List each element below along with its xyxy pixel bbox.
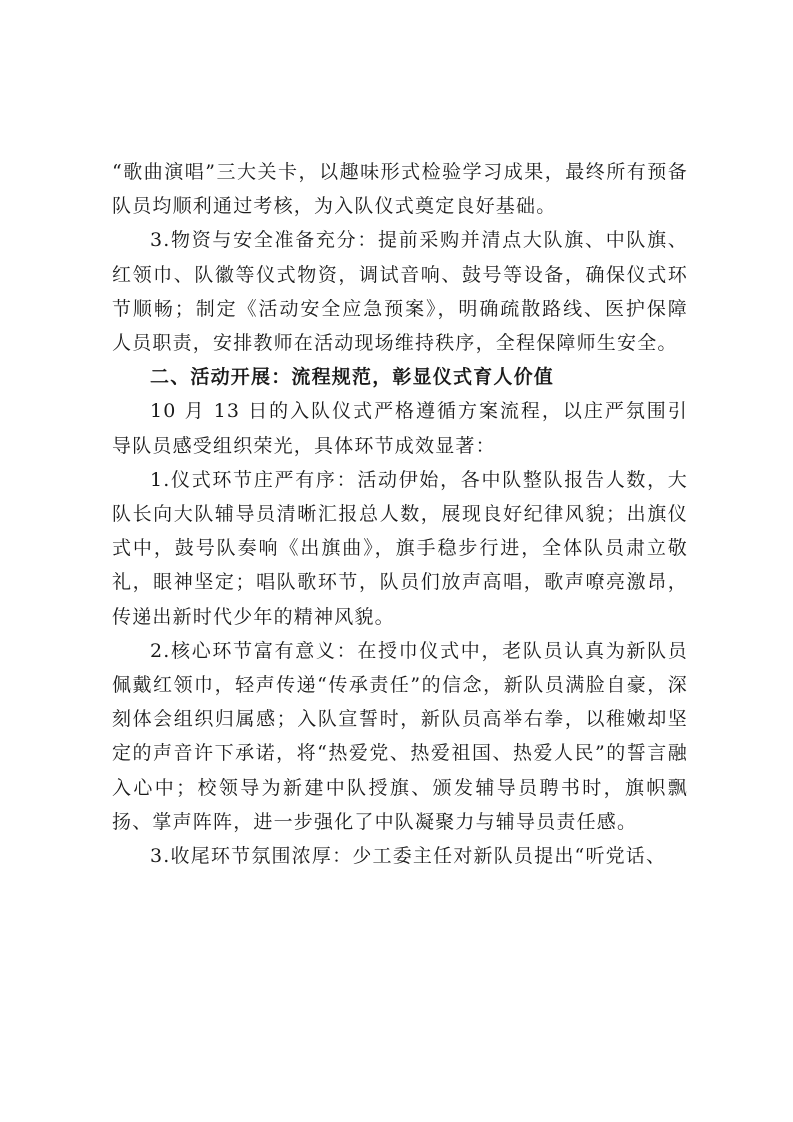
paragraph-continuation: “歌曲演唱”三大关卡，以趣味形式检验学习成果，最终所有预备队员均顺利通过考核，为入队仪式奠定良好基础。 [112, 161, 688, 218]
paragraph-core: 2.核心环节富有意义：在授巾仪式中，老队员认真为新队员佩戴红领巾，轻声传递“传承责任”的信念，新队员满脸自豪，深刻体会组织归属感；入队宣誓时，新队员高举右拳，以稚嫩却坚定的声音许下承诺，将“热爱党、热爱祖国、热爱人民”的誓言融入心中；校领导为新建中队授旗、颁发辅导员聘书时，旗帜飘扬、掌声阵阵，进一步强化了中队凝聚力与辅导员责任感。 [112, 639, 688, 833]
paragraph-intro: 10 月 13 日的入队仪式严格遵循方案流程，以庄严氛围引导队员感受组织荣光，具体环节成效显著： [112, 400, 688, 457]
section-heading-activity: 二、活动开展：流程规范，彰显仪式育人价值 [150, 366, 555, 389]
paragraph-materials-safety: 3.物资与安全准备充分：提前采购并清点大队旗、中队旗、红领巾、队徽等仪式物资，调试音响、鼓号等设备，确保仪式环节顺畅；制定《活动安全应急预案》，明确疏散路线、医护保障人员职责，安排教师在活动现场维持秩序，全程保障师生安全。 [112, 229, 688, 355]
paragraph-closing: 3.收尾环节氛围浓厚：少工委主任对新队员提出“听党话、 [150, 845, 667, 868]
paragraph-ceremony: 1.仪式环节庄严有序：活动伊始，各中队整队报告人数，大队长向大队辅导员清晰汇报总人数，展现良好纪律风貌；出旗仪式中，鼓号队奏响《出旗曲》，旗手稳步行进，全体队员肃立敬礼，眼神坚定；唱队歌环节，队员们放声高唱，歌声嘹亮激昂，传递出新时代少年的精神风貌。 [112, 468, 688, 628]
document-body [112, 155, 688, 873]
